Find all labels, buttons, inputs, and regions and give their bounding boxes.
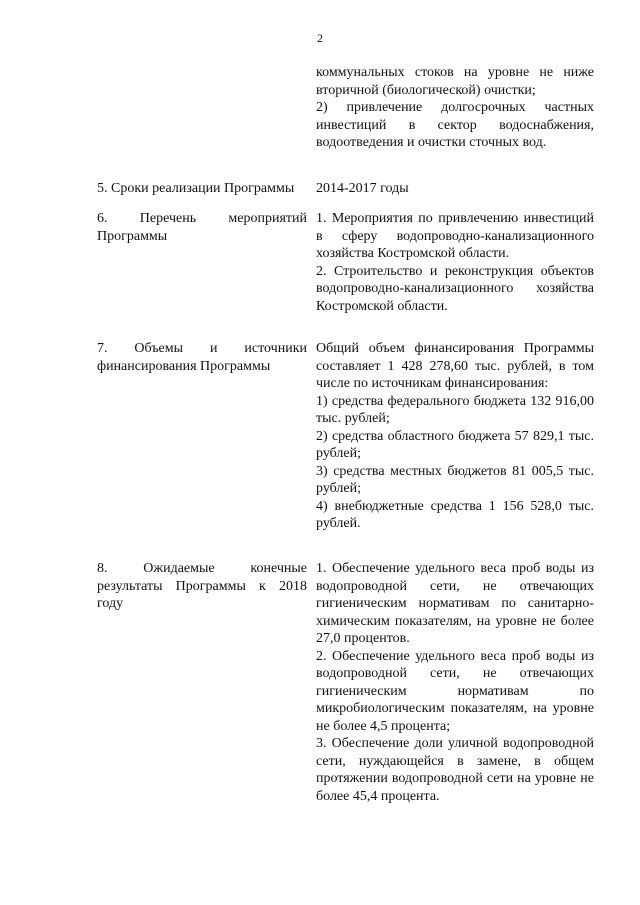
row-content (316, 210, 594, 315)
row-label: 7. Объемы и источники финансирования Программы (97, 341, 307, 374)
continuation-text-2: 2) привлечение долгосрочных частных инвестиций в сектор водоснабжения, водоотведения и очистки сточных вод. (316, 100, 594, 150)
row-paragraph: 1. Мероприятия по привлечению инвестиций в сферу водопроводно-канализационного хозяйства Костромской области. (316, 211, 594, 261)
row-paragraph: 2) средства областного бюджета 57 829,1 тыс. рублей; (316, 428, 594, 461)
row-paragraph: Общий объем финансирования Программы составляет 1 428 278,60 тыс. рублей, в том числе по источникам финансирования: (316, 341, 594, 391)
row-paragraph: 2014-2017 годы (316, 181, 409, 196)
row-paragraph: 1. Обеспечение удельного веса проб воды из водопроводной сети, не отвечающих гигиеническим нормативам по санитарно-химическим показателям, на уровне не более 27,0 процентов. (316, 561, 594, 646)
continuation-content (316, 64, 594, 152)
row-content (316, 560, 594, 805)
row-label: 5. Сроки реализации Программы (97, 181, 295, 196)
row-paragraph: 2. Обеспечение удельного веса проб воды из водопроводной сети, не отвечающих гигиеническим нормативам по микробиологическим показателям, на уровне не более 4,5 процента; (316, 648, 594, 734)
continuation-text-1: коммунальных стоков на уровне не ниже вторичной (биологической) очистки; (316, 65, 594, 98)
row-paragraph: 3. Обеспечение доли уличной водопроводной сети, нуждающейся в замене, в общем протяжении водопроводной сети на уровне не более 45,4 процента. (316, 736, 594, 804)
row-paragraph: 2. Строительство и реконструкция объектов водопроводно-канализационного хозяйства Костромской области. (316, 263, 594, 314)
row-paragraph: 3) средства местных бюджетов 81 005,5 тыс. рублей; (316, 463, 594, 496)
page-number: 2 (317, 31, 323, 45)
row-content (316, 340, 594, 533)
row-label: 8. Ожидаемые конечные результаты Программы к 2018 году (97, 561, 307, 611)
row-label: 6. Перечень мероприятий Программы (97, 211, 307, 244)
row-content (316, 180, 594, 198)
row-paragraph: 4) внебюджетные средства 1 156 528,0 тыс. рублей. (316, 498, 594, 531)
row-paragraph: 1) средства федерального бюджета 132 916,00 тыс. рублей; (316, 393, 594, 426)
